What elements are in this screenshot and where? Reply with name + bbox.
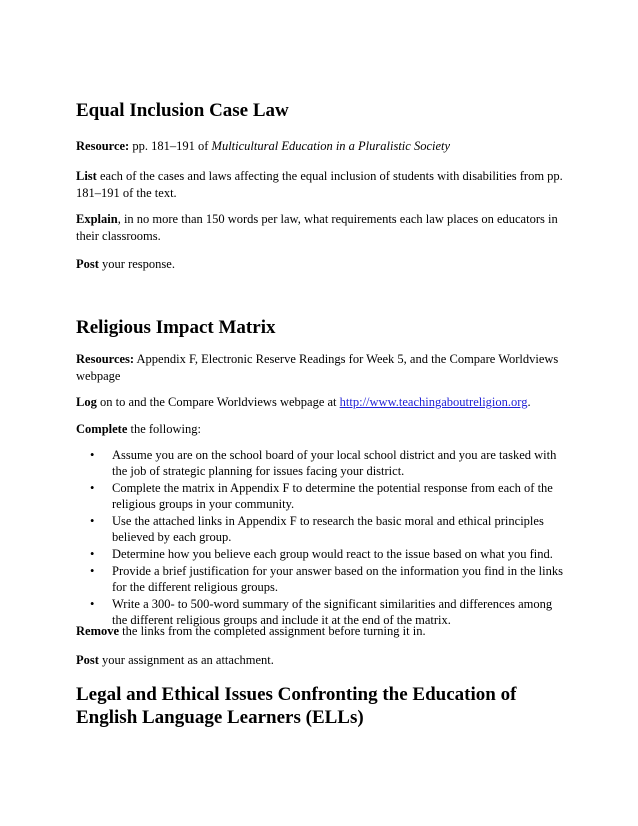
section-title-religious-impact: Religious Impact Matrix xyxy=(76,317,276,338)
post-text-2: your assignment as an attachment. xyxy=(98,653,274,667)
section-title-equal-inclusion: Equal Inclusion Case Law xyxy=(76,100,289,121)
bullet-item xyxy=(76,447,566,479)
log-label: Log xyxy=(76,395,97,409)
post-label-2: Post xyxy=(76,653,99,667)
bullet-item xyxy=(76,563,566,595)
explain-text: , in no more than 150 words per law, what requirements each law places on educators in their classrooms. xyxy=(76,212,558,243)
bullet-icon: • xyxy=(90,547,95,561)
log-text: on to and the Compare Worldviews webpage at xyxy=(96,395,340,409)
bullet-item xyxy=(76,513,566,545)
bullet-text: Write a 300- to 500-word summary of the significant similarities and differences among the different religious groups and include it at the end of the matrix. xyxy=(112,597,553,627)
bullet-item xyxy=(76,546,566,562)
complete-paragraph xyxy=(76,421,566,438)
bullet-item xyxy=(76,480,566,512)
task-bullet-list xyxy=(76,447,566,629)
section-title-ell-line1: Legal and Ethical Issues Confronting the Education of xyxy=(76,684,517,705)
log-paragraph xyxy=(76,394,566,411)
complete-text: the following: xyxy=(127,422,201,436)
list-text: each of the cases and laws affecting the equal inclusion of students with disabilities from pp. 181–191 of the text. xyxy=(76,169,563,200)
bullet-text: Complete the matrix in Appendix F to determine the potential response from each of the religious groups in your community. xyxy=(112,481,553,511)
bullet-icon: • xyxy=(90,481,95,495)
remove-text: the links from the completed assignment before turning it in. xyxy=(119,624,426,638)
bullet-text: Provide a brief justification for your answer based on the information you find in the links for the different religious groups. xyxy=(112,564,563,594)
list-label: List xyxy=(76,169,97,183)
bullet-icon: • xyxy=(90,597,95,611)
resources-label: Resources: xyxy=(76,352,135,366)
resource-paragraph xyxy=(76,138,566,155)
bullet-text: Use the attached links in Appendix F to research the basic moral and ethical principles believed by each group. xyxy=(112,514,544,544)
explain-label: Explain xyxy=(76,212,118,226)
remove-label: Remove xyxy=(76,624,120,638)
list-paragraph xyxy=(76,168,566,202)
post-text-1: your response. xyxy=(98,257,175,271)
resources-paragraph xyxy=(76,351,566,385)
log-end: . xyxy=(527,395,531,409)
teaching-about-religion-link[interactable]: http://www.teachingaboutreligion.org xyxy=(339,395,528,409)
post-label-1: Post xyxy=(76,257,99,271)
explain-paragraph xyxy=(76,211,566,245)
post-paragraph-1 xyxy=(76,256,566,273)
post-paragraph-2 xyxy=(76,652,566,669)
bullet-icon: • xyxy=(90,514,95,528)
resource-pages: pp. 181–191 of xyxy=(129,139,212,153)
bullet-icon: • xyxy=(90,564,95,578)
resource-book-title: Multicultural Education in a Pluralistic Society xyxy=(211,139,451,153)
section-title-ell-line2: English Language Learners (ELLs) xyxy=(76,707,364,728)
resource-label: Resource: xyxy=(76,139,130,153)
resources-text: Appendix F, Electronic Reserve Readings for Week 5, and the Compare Worldviews webpage xyxy=(76,352,559,383)
bullet-text: Determine how you believe each group would react to the issue based on what you find. xyxy=(112,547,553,561)
remove-paragraph xyxy=(76,623,566,640)
bullet-icon: • xyxy=(90,448,95,462)
complete-label: Complete xyxy=(76,422,128,436)
bullet-text: Assume you are on the school board of your local school district and you are tasked with the job of strategic planning for issues facing your district. xyxy=(112,448,557,478)
